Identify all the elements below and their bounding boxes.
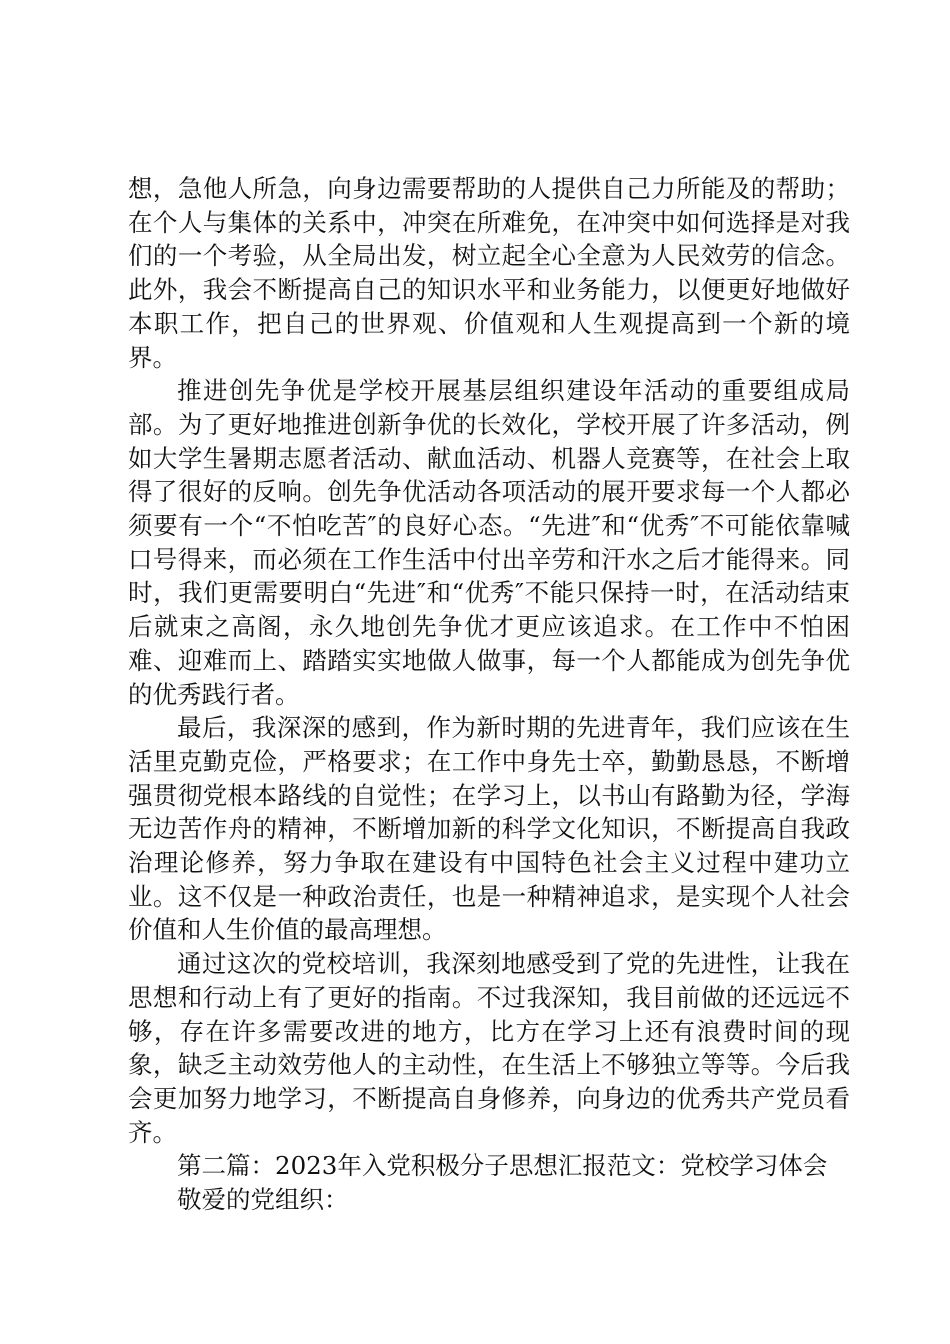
paragraph-continuation: 想，急他人所急，向身边需要帮助的人提供自己力所能及的帮助；在个人与集体的关系中，冲突在所难免，在冲突中如何选择是对我们的一个考验，从全局出发，树立起全心全意为人民效劳的信念。此外，我会不断提高自己的知识水平和业务能力，以便更好地做好本职工作，把自己的世界观、价值观和人生观提高到一个新的境界。 (128, 174, 850, 372)
paragraph-party-school-training: 通过这次的党校培训，我深刻地感受到了党的先进性，让我在思想和行动上有了更好的指南。不过我深知，我目前做的还远远不够，存在许多需要改进的地方，比方在学习上还有浪费时间的现象，缺乏主动效劳他人的主动性，在生活上不够独立等等。今后我会更加努力地学习，不断提高自身修养，向身边的优秀共产党员看齐。 (128, 949, 850, 1147)
paragraph-conclusion: 最后，我深深的感到，作为新时期的先进青年，我们应该在生活里克勤克俭，严格要求；在工作中身先士卒，勤勤恳恳，不断增强贯彻党根本路线的自觉性；在学习上，以书山有路勤为径，学海无边苦作舟的精神，不断增加新的科学文化知识，不断提高自我政治理论修养，努力争取在建设有中国特色社会主义过程中建功立业。这不仅是一种政治责任，也是一种精神追求，是实现个人社会价值和人生价值的最高理想。 (128, 713, 850, 945)
section-heading: 第二篇：2023年入党积极分子思想汇报范文：党校学习体会 (177, 1151, 828, 1181)
document-body (128, 172, 850, 1217)
paragraph-create-excellence: 推进创先争优是学校开展基层组织建设年活动的重要组成局部。为了更好地推进创新争优的长效化，学校开展了许多活动，例如大学生暑期志愿者活动、献血活动、机器人竞赛等，在社会上取得了很好的反响。创先争优活动各项活动的展开要求每一个人都必须要有一个“不怕吃苦″的良好心态。“先进″和“优秀″不可能依靠喊口号得来，而必须在工作生活中付出辛劳和汗水之后才能得来。同时，我们更需要明白“先进″和“优秀″不能只保持一时，在活动结束后就束之高阁，永久地创先争优才更应该追求。在工作中不怕困难、迎难而上、踏踏实实地做人做事，每一个人都能成为创先争优的优秀践行者。 (128, 376, 850, 709)
salutation: 敬爱的党组织： (177, 1185, 349, 1215)
